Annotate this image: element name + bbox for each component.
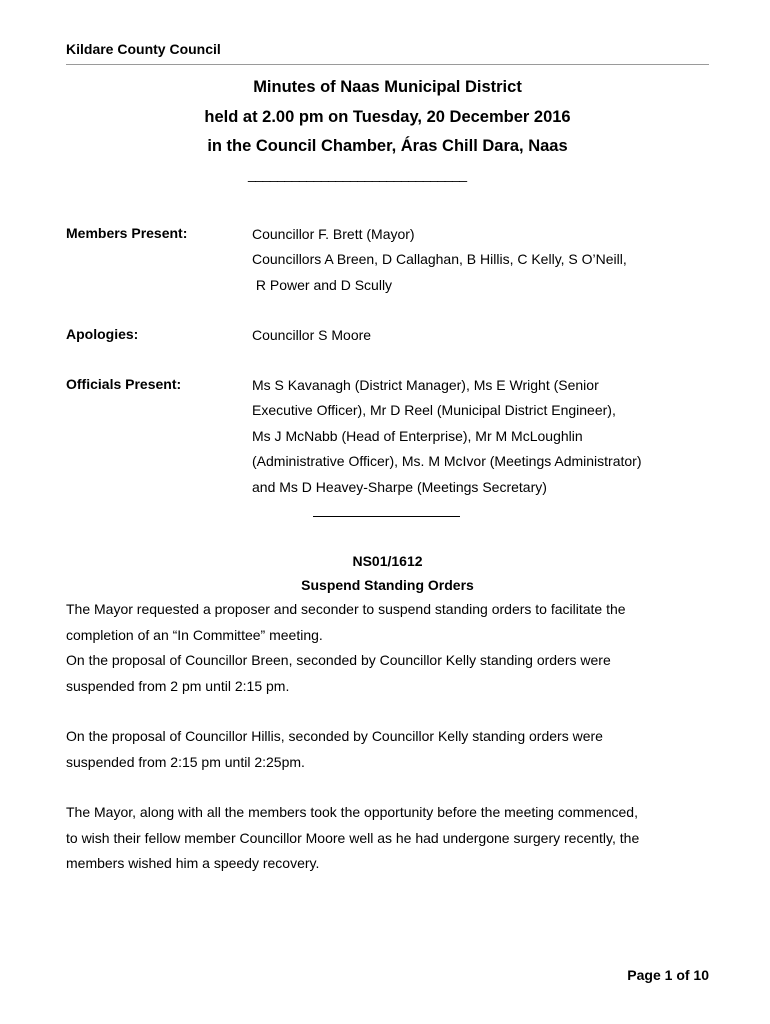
paragraph-line: The Mayor, along with all the members took the opportunity before the meeting commenced, <box>66 804 638 820</box>
meeting-venue: in the Council Chamber, Áras Chill Dara, Naas <box>207 137 568 155</box>
members-line: R Power and D Scully <box>252 276 393 293</box>
item-reference: NS01/1612 <box>352 553 423 569</box>
paragraph-line: to wish their fellow member Councillor Moore well as he had undergone surgery recently, the <box>66 829 640 846</box>
members-line: Councillor F. Brett (Mayor) <box>252 226 415 242</box>
paragraph-line: On the proposal of Councillor Breen, seconded by Councillor Kelly standing orders were <box>66 652 611 668</box>
members-present-value <box>252 222 712 298</box>
members-line: Councillors A Breen, D Callaghan, B Hillis, C Kelly, S O’Neill, <box>252 251 627 268</box>
officials-line: Ms J McNabb (Head of Enterprise), Mr M McLoughlin <box>252 427 583 444</box>
paragraph-line: members wished him a speedy recovery. <box>66 855 320 871</box>
meeting-datetime: held at 2.00 pm on Tuesday, 20 December 2016 <box>204 108 571 126</box>
title-underline: ______________________________ <box>248 166 467 182</box>
paragraph-line: suspended from 2 pm until 2:15 pm. <box>66 677 290 694</box>
officials-present-value <box>252 373 712 500</box>
council-header: Kildare County Council <box>66 41 221 57</box>
paragraph-line: completion of an “In Committee” meeting. <box>66 626 323 643</box>
officials-line: Executive Officer), Mr D Reel (Municipal District Engineer), <box>252 402 616 419</box>
apologies-value <box>252 323 712 348</box>
paragraph <box>66 597 716 699</box>
paragraph-line: suspended from 2:15 pm until 2:25pm. <box>66 753 305 770</box>
paragraph <box>66 724 716 775</box>
officials-line: (Administrative Officer), Ms. M McIvor (Meetings Administrator) <box>252 453 642 470</box>
apologies-label: Apologies: <box>66 326 139 342</box>
officials-line: and Ms D Heavey-Sharpe (Meetings Secretary) <box>252 478 547 495</box>
officials-present-label: Officials Present: <box>66 376 182 392</box>
page-number: Page 1 of 10 <box>627 967 709 983</box>
section-divider <box>313 516 460 517</box>
minutes-title: Minutes of Naas Municipal District <box>253 78 522 96</box>
item-heading: Suspend Standing Orders <box>301 577 474 593</box>
officials-line: Ms S Kavanagh (District Manager), Ms E Wright (Senior <box>252 377 599 393</box>
paragraph-line: The Mayor requested a proposer and seconder to suspend standing orders to facilitate the <box>66 601 626 617</box>
apologies-line: Councillor S Moore <box>252 327 372 343</box>
header-divider <box>66 64 709 65</box>
paragraph <box>66 800 716 877</box>
members-present-label: Members Present: <box>66 225 188 241</box>
paragraph-line: On the proposal of Councillor Hillis, seconded by Councillor Kelly standing orders were <box>66 728 603 744</box>
